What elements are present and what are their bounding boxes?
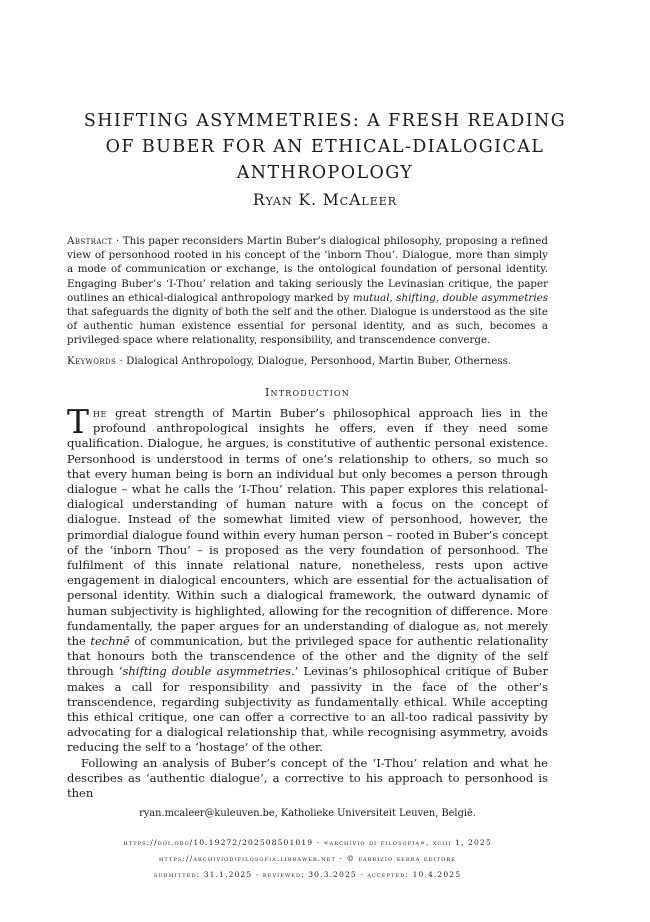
abstract	[67, 234, 548, 348]
drop-cap: T	[67, 402, 90, 441]
section-heading-introduction: Introduction	[265, 386, 350, 399]
abstract-text-a: This paper reconsiders Martin Buber’s dialogical philosophy, proposing a refined view of personhood rooted in his concept of the ‘inborn Thou’. Dialogue, more than simply a mode of communication or exchange, is the ontological foundation of personal identity. Engaging Buber’s ‘I-Thou’ relation and taking seriously the Levinasian critique, the paper outlines an ethical-dialogical anthropology marked by	[67, 235, 548, 304]
paragraph-1	[67, 402, 548, 756]
abstract-label: Abstract	[67, 235, 113, 247]
colophon-doi: https://doi.org/10.19272/202508501019 · «archivio di filosofia», xciii 1, 2025	[123, 838, 492, 847]
abstract-text-b: that safeguards the dignity of both the self and the other. Dialogue is understood as the site of authentic human existence essential for personal identity, and as such, becomes a privileged space where relationality, responsibility, and transcendence converge.	[67, 306, 548, 347]
paragraph-2: Following an analysis of Buber’s concept of the ‘I-Thou’ relation and what he describes as ‘authentic dialogue’, a corrective to his approach to personhood is then	[67, 755, 548, 801]
abstract-separator: ·	[112, 235, 123, 247]
paragraph-1-text-a: great strength of Martin Buber’s philosophical approach lies in the profound anthropological insights he offers, even if they need some qualification. Dialogue, he argues, is constitutive of authentic personal existence. Personhood is understood in terms of one’s relationship to others, so much so that every human being is born an individual but only becomes a person through dialogue – what he calls the ‘I-Thou’ relation. This paper explores this relational-dialogical understanding of human nature with a focus on the concept of dialogue. Instead of the somewhat limited view of personhood, however, the primordial dialogue found within every human person – rooted in Buber’s concept of the ‘inborn Thou’ – is proposed as the very foundation of personhood. The fulfilment of this innate relational nature, nonetheless, rests upon active engagement in dialogical encounters, which are essential for the actualisation of personal identity. Within such a dialogical framework, the outward dynamic of human subjectivity is highlighted, allowing for the recognition of difference. More fundamentally, the paper argues for an understanding of dialogue as, not merely the	[67, 406, 548, 649]
paragraph-1-text-b: of communication, but the privileged space for authentic relationality that honours both the transcendence of the other and the dignity of the self through ‘	[67, 634, 548, 679]
author-name: Ryan K. McAleer	[252, 191, 398, 209]
keywords-separator: ·	[116, 355, 127, 367]
body-text	[67, 402, 548, 801]
keywords-list: Dialogical Anthropology, Dialogue, Personhood, Martin Buber, Otherness.	[126, 355, 512, 367]
paragraph-1-text-c: .’ Levinas’s philosophical critique of Buber makes a call for responsibility and passivity in the face of the other’s transcendence, regarding subjectivity as fundamentally ethical. While accepting this ethical critique, one can offer a corrective to an all-too radical passivity by advocating for a dialogical relationship that, while recognising asymmetry, avoids reducing the self to a ‘hostage’ of the other.	[67, 664, 548, 755]
keywords-label: Keywords	[67, 355, 117, 367]
paragraph-1-emphasis-techne: technē	[90, 634, 130, 649]
keywords	[67, 354, 548, 368]
paper-title: SHIFTING ASYMMETRIES: A FRESH READING OF BUBER FOR AN ETHICAL-DIALOGICAL ANTHROPOLOGY	[83, 111, 567, 183]
author-affiliation: ryan.mcaleer@kuleuven.be, Katholieke Universiteit Leuven, België.	[139, 808, 476, 819]
colophon-publisher: https://archiviodifilosofia.libraweb.net · © fabrizio serra editore	[158, 854, 457, 863]
colophon-dates: submitted: 31.1.2025 · reviewed: 30.3.2025 · accepted: 10.4.2025	[153, 870, 462, 879]
abstract-emphasis: mutual, shifting, double asymmetries	[352, 291, 549, 304]
paragraph-1-emphasis-asymmetries: shifting double asymmetries	[122, 664, 292, 679]
lead-word: he	[93, 406, 107, 420]
